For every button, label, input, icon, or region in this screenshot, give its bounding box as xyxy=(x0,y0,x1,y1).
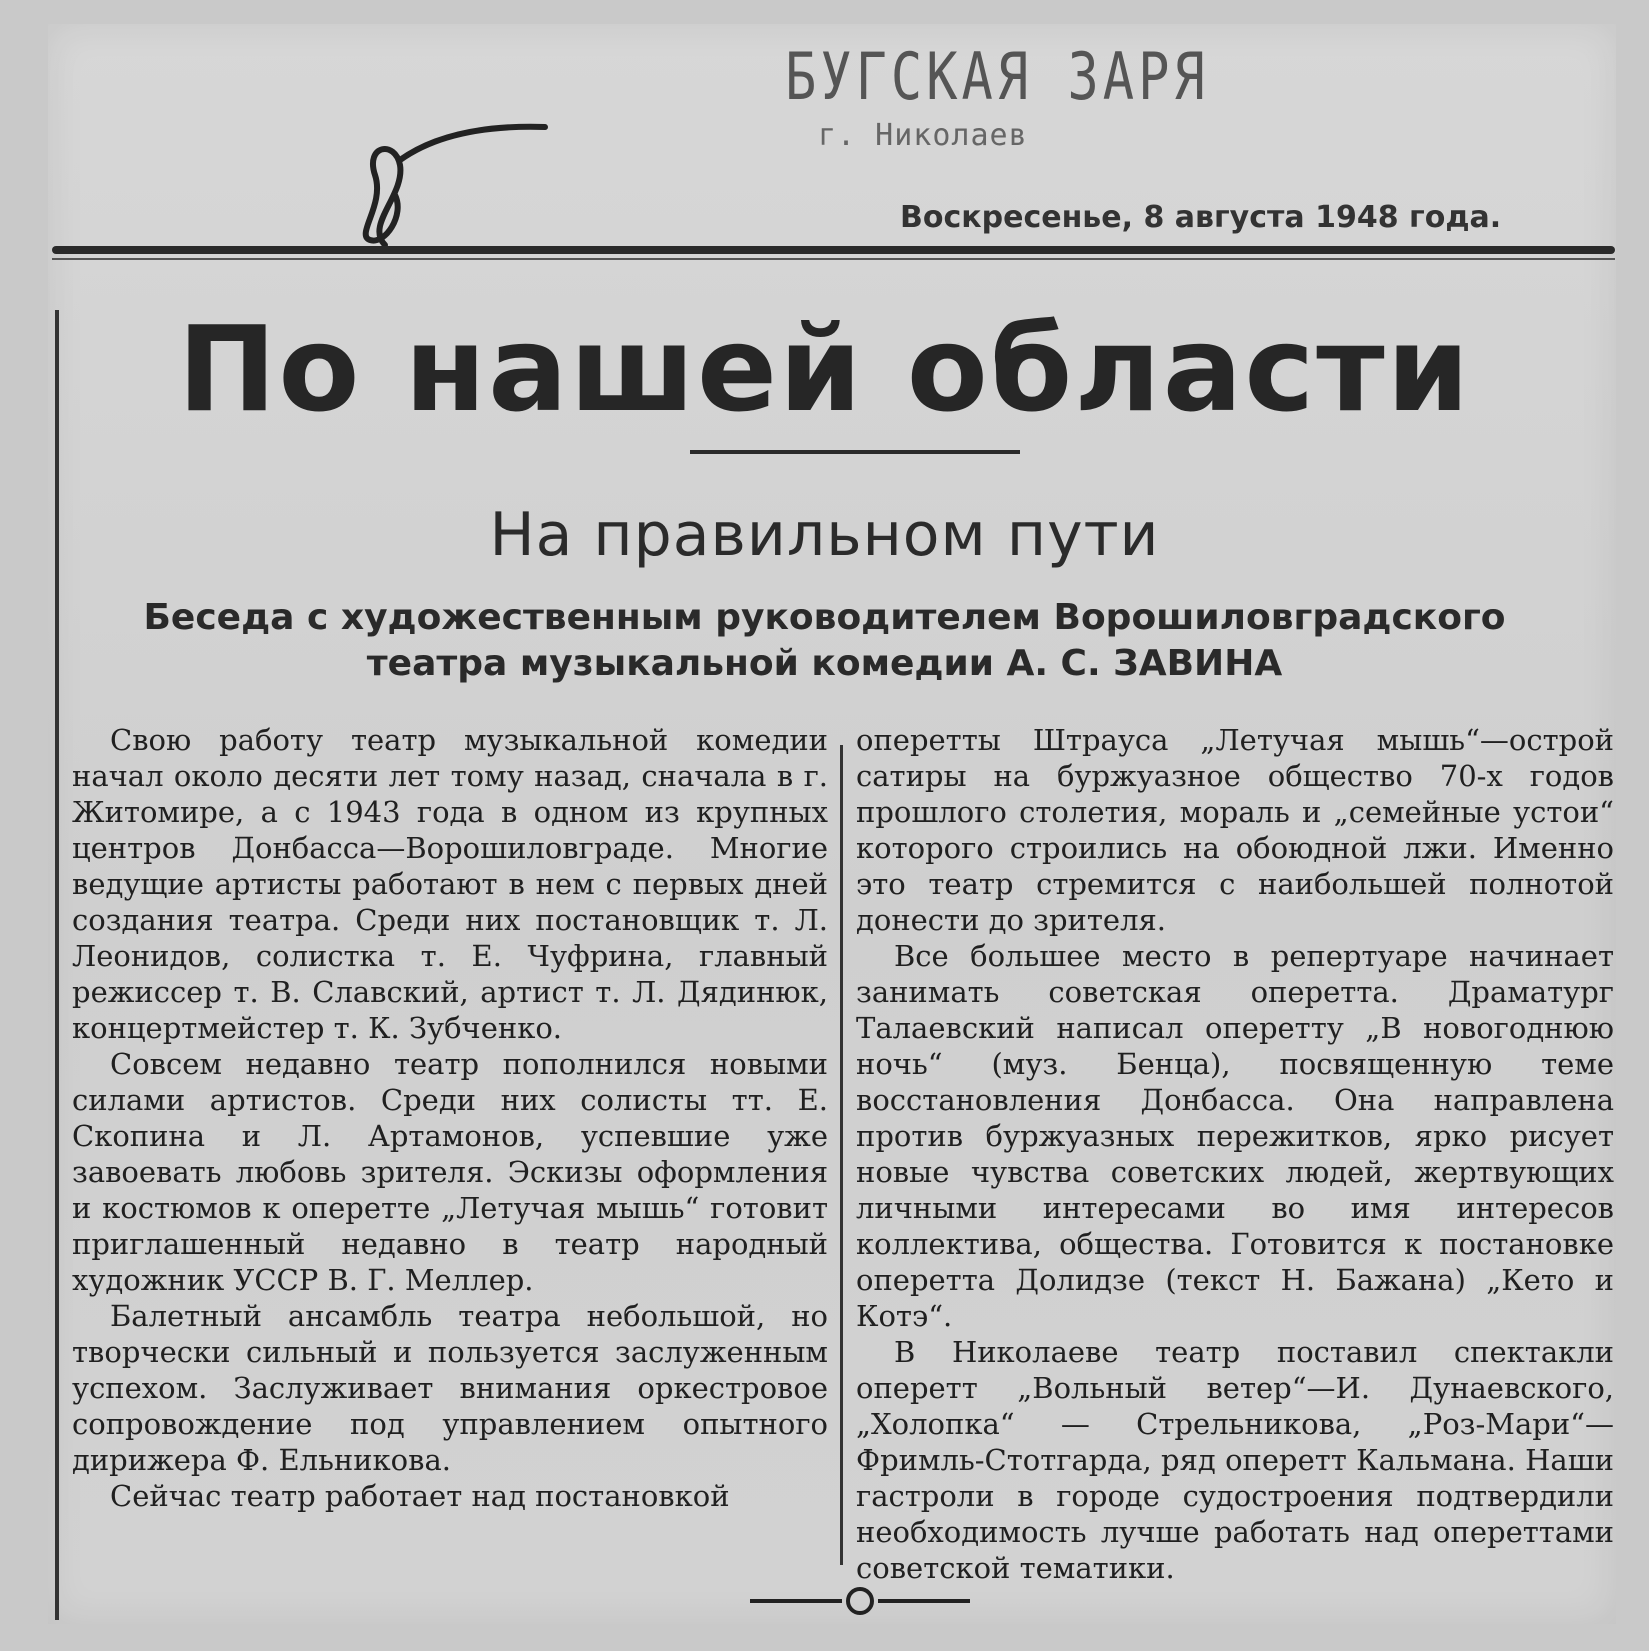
deck-line-1: Беседа с художественным руководителем Ворошиловградского xyxy=(143,597,1506,638)
paragraph: оперетты Штрауса „Летучая мышь“—острой сатиры на буржуазное общество 70-х годов прошлого столетия, мораль и „семейные устои“ которого строились на обоюдной лжи. Именно это театр стремится с наибольшей полнотой донести до зрителя. xyxy=(856,723,1614,937)
article-column-left xyxy=(72,722,828,1514)
paragraph: Сейчас театр работает над постановкой xyxy=(110,1479,730,1513)
headline-underline xyxy=(690,450,1020,454)
paragraph: Совсем недавно театр пополнился новыми силами артистов. Среди них солисты тт. Е. Скопина и Л. Артамонов, успевшие уже завоевать любовь зрителя. Эскизы оформления и костюмов к оперетте „Летучая мышь“ готовит приглашенный недавно в театр народный художник УССР В. Г. Меллер. xyxy=(72,1047,828,1297)
paragraph: Свою работу театр музыкальной комедии начал около десяти лет тому назад, сначала в г. Житомире, а с 1943 года в одном из крупных центров Донбасса—Ворошиловграде. Многие ведущие артисты работают в нем с первых дней создания театра. Среди них постановщик т. Л. Леонидов, солистка т. Е. Чуфрина, главный режиссер т. В. Славский, артист т. Л. Дядинюк, концертмейстер т. К. Зубченко. xyxy=(72,723,828,1045)
article-column-right xyxy=(856,722,1614,1586)
paragraph: Балетный ансамбль театра небольшой, но творчески сильный и пользуется заслуженным успехом. Заслуживает внимания оркестровое сопровождение под управлением опытного дирижера Ф. Ельникова. xyxy=(72,1299,828,1477)
newspaper-name-stamp: БУГСКАЯ ЗАРЯ xyxy=(785,40,1209,115)
column-divider xyxy=(840,745,843,1565)
section-headline: По нашей области xyxy=(177,300,1472,438)
masthead-rule xyxy=(52,246,1615,254)
city-stamp: г. Николаев xyxy=(818,118,1028,153)
paragraph: В Николаеве театр поставил спектакли оперетт „Вольный ветер“—И. Дунаевского, „Холопка“ — Стрельникова, „Роз-Мари“—Фримль-Стотгарда, ряд оперетт Кальмана. Наши гастроли в городе судостроения подтвердили необходимость лучше работать над опереттами советской тематики. xyxy=(856,1335,1614,1585)
end-of-article-ornament xyxy=(750,1585,970,1617)
deck-line-2: театра музыкальной комедии А. С. ЗАВИНА xyxy=(366,643,1283,684)
handwritten-page-mark xyxy=(345,115,555,255)
issue-date: Воскресенье, 8 августа 1948 года. xyxy=(900,200,1502,235)
article-deck xyxy=(0,595,1649,687)
masthead-rule-thin xyxy=(52,258,1615,260)
article-title: На правильном пути xyxy=(489,500,1160,570)
paragraph: Все большее место в репертуаре начинает занимать советская оперетта. Драматург Талаевский написал оперетту „В новогоднюю ночь“ (муз. Бенца), посвященную теме восстановления Донбасса. Она направлена против буржуазных пережитков, ярко рисует новые чувства советских людей, жертвующих личными интересами во имя интересов коллектива, общества. Готовится к постановке оперетта Долидзе (текст Н. Бажана) „Кето и Котэ“. xyxy=(856,939,1614,1333)
